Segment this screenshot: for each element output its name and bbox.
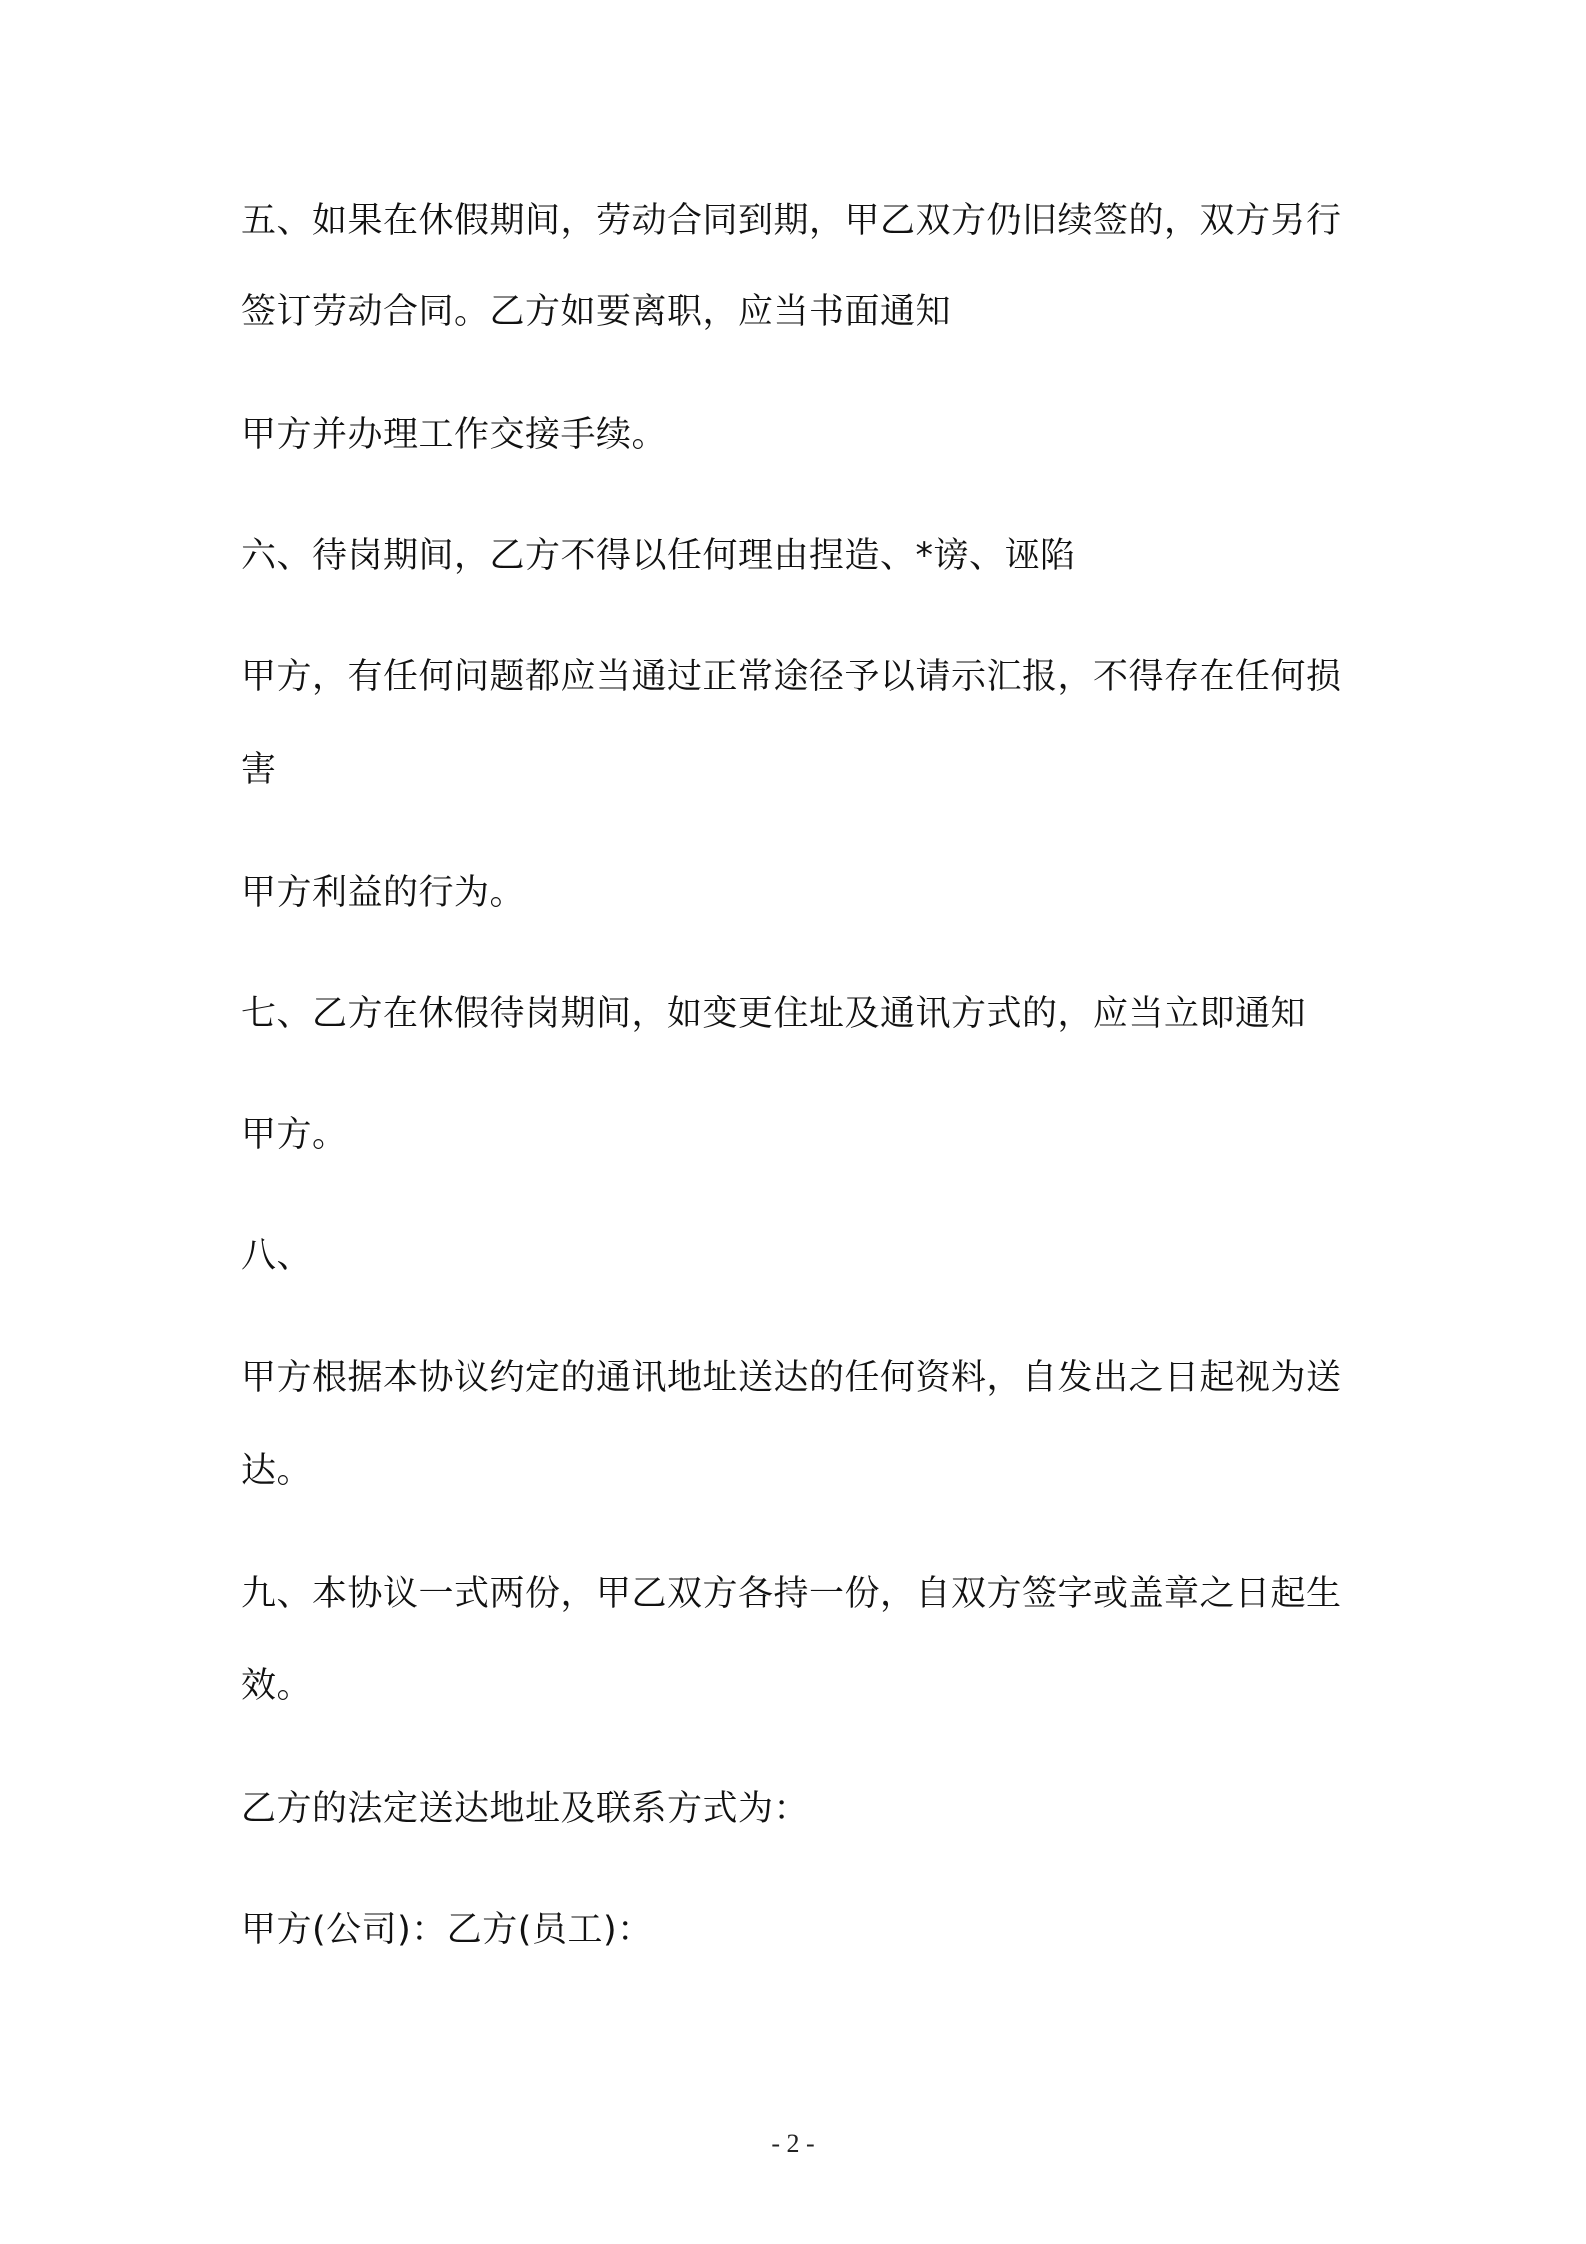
clause-6-line-4: 甲方利益的行为。: [241, 873, 526, 913]
clause-6-line-1: 六、待岗期间，乙方不得以任何理由捏造、*谤、诬陷: [241, 536, 1076, 576]
clause-5-line-1: 五、如果在休假期间，劳动合同到期，甲乙双方仍旧续签的，双方另行: [241, 201, 1342, 241]
clause-9-line-2: 效。: [241, 1666, 313, 1706]
signature-parties-line: 甲方(公司)：乙方(员工)：: [241, 1910, 653, 1950]
clause-8-line-1: 八、: [241, 1236, 313, 1276]
clause-5-line-2: 签订劳动合同。乙方如要离职，应当书面通知: [241, 292, 952, 332]
clause-8-line-3: 达。: [241, 1451, 313, 1491]
clause-8-line-2: 甲方根据本协议约定的通讯地址送达的任何资料，自发出之日起视为送: [241, 1358, 1342, 1398]
clause-9-line-1: 九、本协议一式两份，甲乙双方各持一份，自双方签字或盖章之日起生: [241, 1574, 1342, 1614]
delivery-address-line: 乙方的法定送达地址及联系方式为：: [241, 1789, 810, 1829]
clause-6-line-2: 甲方，有任何问题都应当通过正常途径予以请示汇报，不得存在任何损: [241, 657, 1342, 697]
clause-7-line-2: 甲方。: [241, 1115, 348, 1155]
clause-6-line-3: 害: [241, 750, 277, 790]
clause-5-line-3: 甲方并办理工作交接手续。: [241, 415, 668, 455]
clause-7-line-1: 七、乙方在休假待岗期间，如变更住址及通讯方式的，应当立即通知: [241, 994, 1307, 1034]
page-number: - 2 -: [771, 2129, 815, 2158]
